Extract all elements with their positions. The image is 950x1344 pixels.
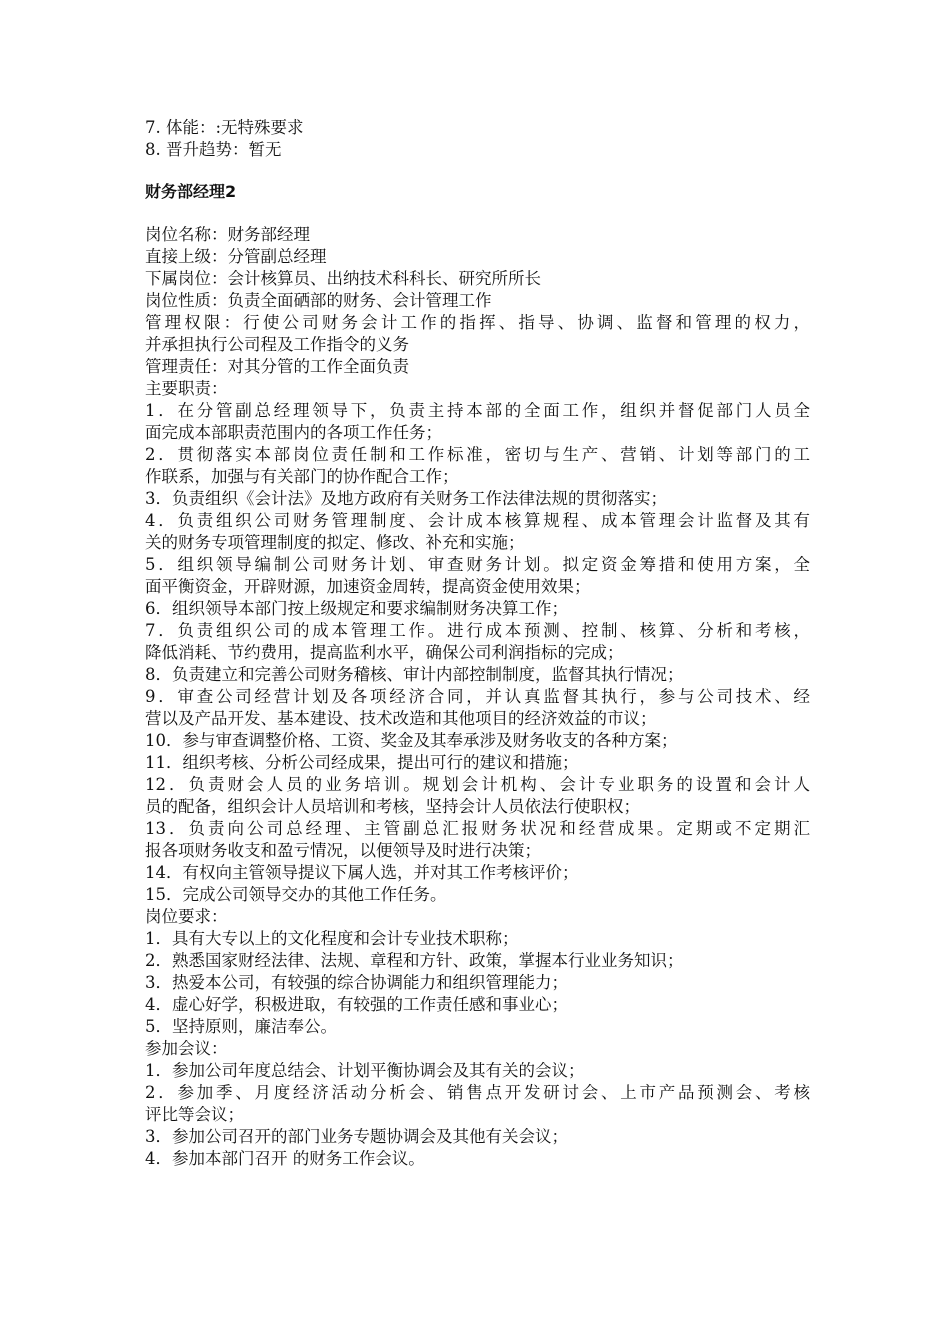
text-line: 4．参加本部门召开 的财务工作会议。 [145,1149,425,1168]
list-item: 7. 体能：:无特殊要求 [145,118,304,137]
text-line: 主要职责： [145,379,228,398]
text-line: 3．参加公司召开的部门业务专题协调会及其他有关会议； [145,1127,568,1146]
text-line: 关的财务专项管理制度的拟定、修改、补充和实施； [145,533,525,552]
text-line: 12．负责财会人员的业务培训。规划会计机构、会计专业职务的设置和会计人 [145,775,810,794]
text-line: 岗位性质：负责全面硒部的财务、会计管理工作 [145,291,492,310]
text-line: 岗位名称：财务部经理 [145,225,310,244]
list-item: 8. 晋升趋势：暂无 [145,140,282,159]
text-line: 管理权限：行使公司财务会计工作的指挥、指导、协调、监督和管理的权力， [145,313,810,332]
text-line: 作联系，加强与有关部门的协作配合工作； [145,467,459,486]
text-line: 3．负责组织《会计法》及地方政府有关财务工作法律法规的贯彻落实； [145,489,667,508]
text-line: 13．负责向公司总经理、主管副总汇报财务状况和经营成果。定期或不定期汇 [145,819,810,838]
text-line: 10．参与审查调整价格、工资、奖金及其奉承涉及财务收支的各种方案； [145,731,678,750]
document-page [145,117,810,1170]
text-line: 并承担执行公司程及工作指令的义务 [145,335,409,354]
text-line: 15．完成公司领导交办的其他工作任务。 [145,885,447,904]
text-line: 5．组织领导编制公司财务计划、审查财务计划。拟定资金筹措和使用方案，全 [145,555,810,574]
text-line: 1．参加公司年度总结会、计划平衡协调会及其有关的会议； [145,1061,585,1080]
text-line: 2．熟悉国家财经法律、法规、章程和方针、政策，掌握本行业业务知识； [145,951,684,970]
text-line: 面平衡资金，开辟财源，加速资金周转，提高资金使用效果； [145,577,591,596]
text-line: 11．组织考核、分析公司经成果，提出可行的建议和措施； [145,753,579,772]
text-line: 6．组织领导本部门按上级规定和要求编制财务决算工作； [145,599,568,618]
text-line: 8．负责建立和完善公司财务稽核、审计内部控制制度，监督其执行情况； [145,665,684,684]
text-line: 5．坚持原则，廉洁奉公。 [145,1017,337,1036]
text-line: 14．有权向主管领导提议下属人选，并对其工作考核评价； [145,863,579,882]
text-line: 营以及产品开发、基本建设、技术改造和其他项目的经济效益的市议； [145,709,657,728]
text-line: 报各项财务收支和盈亏情况，以便领导及时进行决策； [145,841,541,860]
text-line: 直接上级：分管副总经理 [145,247,327,266]
text-line: 4．虚心好学，积极进取，有较强的工作责任感和事业心； [145,995,568,1014]
text-line: 员的配备，组织会计人员培训和考核，坚持会计人员依法行使职权； [145,797,640,816]
text-line: 下属岗位：会计核算员、出纳技术科科长、研究所所长 [145,269,541,288]
text-line: 2．贯彻落实本部岗位责任制和工作标准，密切与生产、营销、计划等部门的工 [145,445,810,464]
text-line: 1．具有大专以上的文化程度和会计专业技术职称； [145,929,519,948]
section-title: 财务部经理2 [145,182,237,201]
text-line: 3．热爱本公司，有较强的综合协调能力和组织管理能力； [145,973,568,992]
text-line: 降低消耗、节约费用，提高监利水平，确保公司利润指标的完成； [145,643,624,662]
text-line: 4．负责组织公司财务管理制度、会计成本核算规程、成本管理会计监督及其有 [145,511,810,530]
top-items [145,117,810,161]
text-line: 面完成本部职责范围内的各项工作任务； [145,423,442,442]
text-line: 岗位要求： [145,907,228,926]
text-line: 评比等会议； [145,1105,244,1124]
text-line: 1．在分管副总经理领导下，负责主持本部的全面工作，组织并督促部门人员全 [145,401,810,420]
document-body [145,224,810,1170]
text-line: 参加会议： [145,1039,228,1058]
text-line: 2．参加季、月度经济活动分析会、销售点开发研讨会、上市产品预测会、考核 [145,1083,810,1102]
text-line: 7．负责组织公司的成本管理工作。进行成本预测、控制、核算、分析和考核， [145,621,810,640]
text-line: 9．审查公司经营计划及各项经济合同，并认真监督其执行，参与公司技术、经 [145,687,810,706]
text-line: 管理责任：对其分管的工作全面负责 [145,357,409,376]
